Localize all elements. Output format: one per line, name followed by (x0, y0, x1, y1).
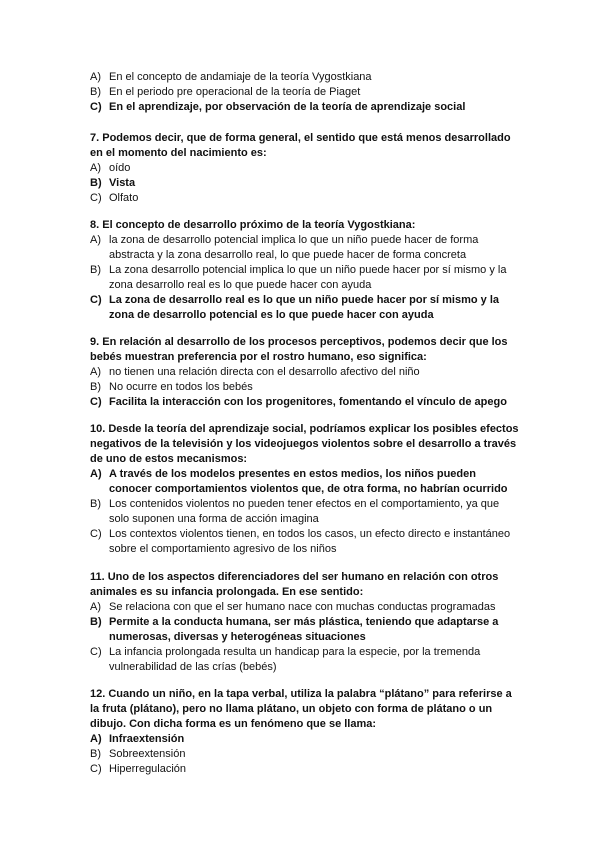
option-text: Los contenidos violentos no pueden tener efectos en el comportamiento, ya que solo suponen una forma de acción imagina (109, 498, 500, 525)
option-letter: A) (90, 733, 102, 745)
question-8-options (90, 233, 520, 323)
option-letter: B) (90, 748, 101, 760)
question-11-options (90, 600, 520, 675)
option-letter: C) (90, 646, 102, 658)
option-text: La infancia prolongada resulta un handicap para la especie, por la tremenda vulnerabilidad de las crías (bebés) (109, 646, 481, 673)
correct-answer-option (90, 615, 520, 645)
correct-answer-option (90, 293, 520, 323)
answer-option (90, 762, 520, 777)
answer-option (90, 161, 520, 176)
option-letter: A) (90, 162, 101, 174)
question-7-options (90, 161, 520, 206)
answer-option (90, 233, 520, 263)
option-text: Los contextos violentos tienen, en todos los casos, un efecto directo e instantáneo sobre el comportamiento agresivo de los niños (109, 528, 511, 555)
answer-option (90, 497, 520, 527)
option-letter: B) (90, 264, 101, 276)
question-6-options (90, 70, 520, 115)
option-letter: C) (90, 396, 102, 408)
option-letter: B) (90, 498, 101, 510)
option-text: No ocurre en todos los bebés (109, 381, 253, 393)
answer-option (90, 263, 520, 293)
question-12-text: 12. Cuando un niño, en la tapa verbal, utiliza la palabra “plátano” para referirse a la fruta (plátano), pero no llama plátano, un objeto con forma de plátano o un dibujo. Con dicha forma es un fenómeno que se llama: (90, 688, 512, 730)
option-text: no tienen una relación directa con el desarrollo afectivo del niño (109, 366, 420, 378)
option-text: En el concepto de andamiaje de la teoría Vygostkiana (109, 71, 372, 83)
option-letter: A) (90, 234, 101, 246)
question-9-text: 9. En relación al desarrollo de los procesos perceptivos, podemos decir que los bebés muestran preferencia por el rostro humano, eso significa: (90, 336, 508, 363)
answer-option (90, 70, 520, 85)
option-letter: A) (90, 468, 102, 480)
question-11 (90, 570, 520, 675)
question-12 (90, 687, 520, 777)
option-letter: C) (90, 101, 102, 113)
option-letter: B) (90, 616, 102, 628)
option-text: Infraextensión (109, 733, 185, 745)
answer-option (90, 85, 520, 100)
answer-option (90, 380, 520, 395)
option-letter: C) (90, 192, 102, 204)
option-text: Hiperregulación (109, 763, 187, 775)
option-letter: B) (90, 381, 101, 393)
option-text: Sobreextensión (109, 748, 186, 760)
option-letter: C) (90, 528, 102, 540)
option-letter: A) (90, 601, 101, 613)
answer-option (90, 747, 520, 762)
question-10-text: 10. Desde la teoría del aprendizaje social, podríamos explicar los posibles efectos negativos de la televisión y los videojuegos violentos sobre el desarrollo a través de uno de estos mecanismos: (90, 423, 519, 465)
answer-option (90, 365, 520, 380)
question-7-text: 7. Podemos decir, que de forma general, el sentido que está menos desarrollado en el momento del nacimiento es: (90, 132, 511, 159)
option-text: La zona desarrollo potencial implica lo que un niño puede hacer por sí mismo y la zona desarrollo real es lo que puede hacer con ayuda (109, 264, 507, 291)
option-text: Olfato (109, 192, 139, 204)
question-11-text: 11. Uno de los aspectos diferenciadores del ser humano en relación con otros animales es su infancia prolongada. En ese sentido: (90, 571, 499, 598)
option-text: A través de los modelos presentes en estos medios, los niños pueden conocer comportamientos violentos que, de otra forma, no habrían ocurrido (109, 468, 508, 495)
option-letter: B) (90, 177, 102, 189)
option-text: Vista (109, 177, 136, 189)
question-6 (90, 70, 520, 115)
option-text: La zona de desarrollo real es lo que un niño puede hacer por sí mismo y la zona de desarrollo potencial es lo que puede hacer con ayuda (109, 294, 499, 321)
option-letter: C) (90, 763, 102, 775)
question-8 (90, 218, 520, 323)
option-letter: C) (90, 294, 102, 306)
option-letter: B) (90, 86, 101, 98)
option-letter: A) (90, 71, 101, 83)
answer-option (90, 191, 520, 206)
question-8-text: 8. El concepto de desarrollo próximo de la teoría Vygostkiana: (90, 219, 416, 231)
answer-option (90, 600, 520, 615)
correct-answer-option (90, 467, 520, 497)
correct-answer-option (90, 100, 520, 115)
question-9-options (90, 365, 520, 410)
option-text: Se relaciona con que el ser humano nace con muchas conductas programadas (109, 601, 496, 613)
question-10 (90, 422, 520, 557)
answer-option (90, 645, 520, 675)
question-9 (90, 335, 520, 410)
option-text: oído (109, 162, 131, 174)
question-7 (90, 131, 520, 206)
option-text: En el periodo pre operacional de la teoría de Piaget (109, 86, 361, 98)
question-10-options (90, 467, 520, 557)
option-text: la zona de desarrollo potencial implica lo que un niño puede hacer de forma abstracta y la zona desarrollo real, lo que puede hacer de forma concreta (109, 234, 479, 261)
answer-option (90, 527, 520, 557)
correct-answer-option (90, 395, 520, 410)
option-text: Permite a la conducta humana, ser más plástica, teniendo que adaptarse a numerosas, diversas y heterogéneas situaciones (109, 616, 499, 643)
correct-answer-option (90, 176, 520, 191)
option-text: En el aprendizaje, por observación de la teoría de aprendizaje social (109, 101, 466, 113)
correct-answer-option (90, 732, 520, 747)
option-text: Facilita la interacción con los progenitores, fomentando el vínculo de apego (109, 396, 507, 408)
question-12-options (90, 732, 520, 777)
option-letter: A) (90, 366, 101, 378)
